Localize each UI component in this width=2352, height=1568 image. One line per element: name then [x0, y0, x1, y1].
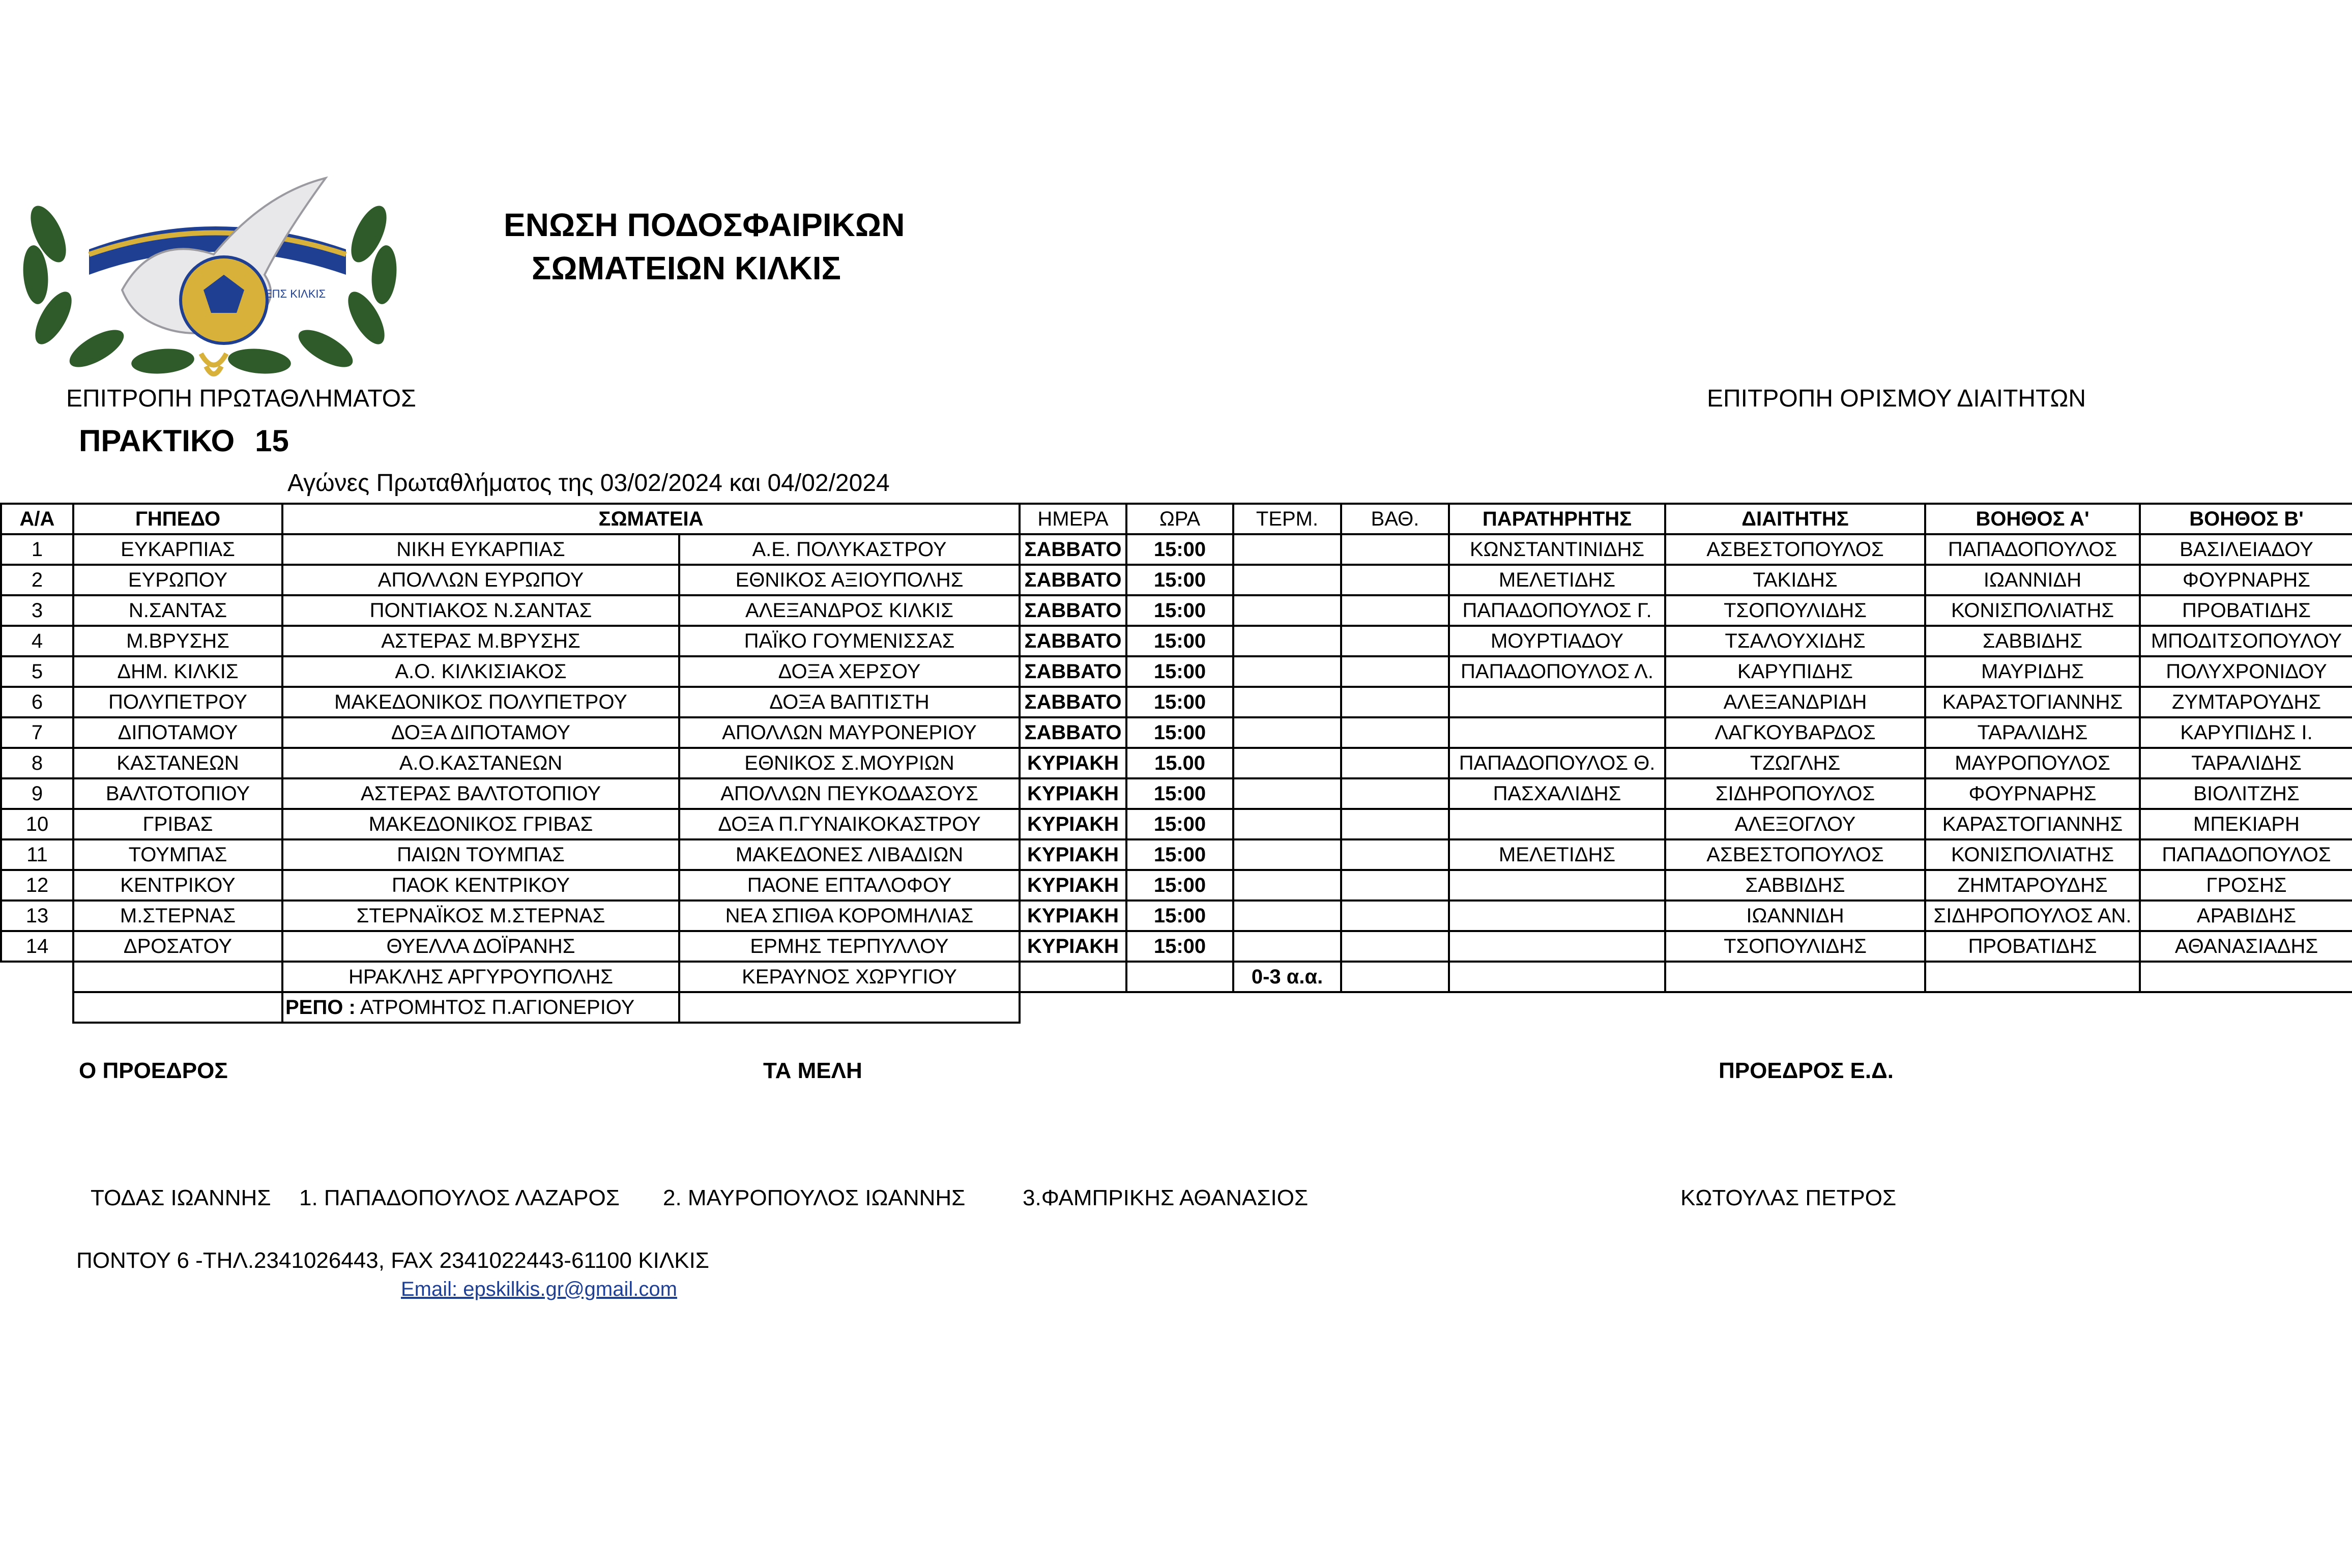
fixtures-table: [0, 503, 2352, 1024]
time-cell: 15:00: [1126, 870, 1233, 901]
away-team-cell: Α.Ε. ΠΟΛΥΚΑΣΤΡΟΥ: [679, 534, 1020, 565]
table-row: [1, 778, 2352, 809]
table-row: [1, 717, 2352, 748]
grade-cell: [1341, 565, 1449, 595]
grade-cell: [1341, 626, 1449, 656]
row-number-cell: 9: [1, 778, 73, 809]
assistant-b-cell: ΦΟΥΡΝΑΡΗΣ: [2140, 565, 2352, 595]
home-team-cell: ΠΟΝΤΙΑΚΟΣ Ν.ΣΑΝΤΑΣ: [282, 595, 679, 626]
member-2-name: 2. ΜΑΥΡΟΠΟΥΛΟΣ ΙΩΑΝΝΗΣ: [663, 1185, 966, 1210]
table-row: [1, 748, 2352, 778]
referee-cell: ΑΛΕΞΟΓΛΟΥ: [1665, 809, 1925, 839]
referee-cell: ΣΑΒΒΙΔΗΣ: [1665, 870, 1925, 901]
assistant-b-cell: ΖΥΜΤΑΡΟΥΔΗΣ: [2140, 687, 2352, 717]
stadium-cell: ΔΗΜ. ΚΙΛΚΙΣ: [73, 656, 282, 687]
day-cell: ΚΥΡΙΑΚΗ: [1020, 901, 1126, 931]
row-number-cell: 13: [1, 901, 73, 931]
away-team-cell: ΑΠΟΛΛΩΝ ΜΑΥΡΟΝΕΡΙΟΥ: [679, 717, 1020, 748]
away-team-cell: ΝΕΑ ΣΠΙΘΑ ΚΟΡΟΜΗΛΙΑΣ: [679, 901, 1020, 931]
table-row: [1, 809, 2352, 839]
result-cell: [1233, 687, 1341, 717]
stadium-cell: ΚΑΣΤΑΝΕΩΝ: [73, 748, 282, 778]
result-cell: [1233, 809, 1341, 839]
result-cell: [1233, 717, 1341, 748]
grade-cell: [1341, 748, 1449, 778]
day-cell: ΣΑΒΒΑΤΟ: [1020, 656, 1126, 687]
table-header-row: [1, 504, 2352, 534]
home-team-cell: ΠΑΟΚ ΚΕΝΤΡΙΚΟΥ: [282, 870, 679, 901]
row-number-cell: 6: [1, 687, 73, 717]
referee-cell: ΤΑΚΙΔΗΣ: [1665, 565, 1925, 595]
contact-address: ΠΟΝΤΟΥ 6 -ΤΗΛ.2341026443, FAX 2341022443-61100 ΚΙΛΚΙΣ: [76, 1248, 709, 1273]
assistant-b-cell: ΑΡΑΒΙΔΗΣ: [2140, 901, 2352, 931]
referee-cell: ΤΣΟΠΟΥΛΙΔΗΣ: [1665, 595, 1925, 626]
home-team-cell: ΠΑΙΩΝ ΤΟΥΜΠΑΣ: [282, 839, 679, 870]
stadium-cell: ΕΥΡΩΠΟΥ: [73, 565, 282, 595]
col-header-result: ΤΕΡΜ.: [1233, 504, 1341, 534]
time-cell: 15:00: [1126, 809, 1233, 839]
col-header-observer: ΠΑΡΑΤΗΡΗΤΗΣ: [1449, 504, 1665, 534]
home-team-cell: ΝΙΚΗ ΕΥΚΑΡΠΙΑΣ: [282, 534, 679, 565]
extra-away-team: ΚΕΡΑΥΝΟΣ ΧΩΡΥΓΙΟΥ: [679, 962, 1020, 992]
stadium-cell: ΤΟΥΜΠΑΣ: [73, 839, 282, 870]
time-cell: 15:00: [1126, 656, 1233, 687]
extra-home-team: ΗΡΑΚΛΗΣ ΑΡΓΥΡΟΥΠΟΛΗΣ: [282, 962, 679, 992]
referee-cell: ΑΣΒΕΣΤΟΠΟΥΛΟΣ: [1665, 534, 1925, 565]
day-cell: ΚΥΡΙΑΚΗ: [1020, 931, 1126, 962]
stadium-cell: Μ.ΣΤΕΡΝΑΣ: [73, 901, 282, 931]
referee-cell: ΤΖΩΓΛΗΣ: [1665, 748, 1925, 778]
observer-cell: ΚΩΝΣΤΑΝΤΙΝΙΔΗΣ: [1449, 534, 1665, 565]
table-row: [1, 687, 2352, 717]
referee-committee-label: ΕΠΙΤΡΟΠΗ ΟΡΙΣΜΟΥ ΔΙΑΙΤΗΤΩΝ: [1707, 385, 2086, 412]
away-team-cell: ΕΘΝΙΚΟΣ ΑΞΙΟΥΠΟΛΗΣ: [679, 565, 1020, 595]
assistant-b-cell: ΒΑΣΙΛΕΙΑΔΟΥ: [2140, 534, 2352, 565]
grade-cell: [1341, 534, 1449, 565]
result-cell: [1233, 626, 1341, 656]
assistant-b-cell: ΠΟΛΥΧΡΟΝΙΔΟΥ: [2140, 656, 2352, 687]
home-team-cell: Α.Ο. ΚΙΛΚΙΣΙΑΚΟΣ: [282, 656, 679, 687]
organization-name-line1: ΕΝΩΣΗ ΠΟΔΟΣΦΑΙΡΙΚΩΝ: [504, 207, 905, 243]
away-team-cell: ΕΡΜΗΣ ΤΕΡΠΥΛΛΟΥ: [679, 931, 1020, 962]
time-cell: 15:00: [1126, 595, 1233, 626]
grade-cell: [1341, 931, 1449, 962]
day-cell: ΚΥΡΙΑΚΗ: [1020, 839, 1126, 870]
assistant-a-cell: ΣΑΒΒΙΔΗΣ: [1925, 626, 2140, 656]
stadium-cell: ΔΙΠΟΤΑΜΟΥ: [73, 717, 282, 748]
federation-logo: [0, 173, 427, 387]
stadium-cell: ΚΕΝΤΡΙΚΟΥ: [73, 870, 282, 901]
referee-cell: ΤΣΟΠΟΥΛΙΔΗΣ: [1665, 931, 1925, 962]
assistant-a-cell: ΠΑΠΑΔΟΠΟΥΛΟΣ: [1925, 534, 2140, 565]
stadium-cell: Ν.ΣΑΝΤΑΣ: [73, 595, 282, 626]
time-cell: 15:00: [1126, 931, 1233, 962]
stadium-cell: ΔΡΟΣΑΤΟΥ: [73, 931, 282, 962]
result-cell: [1233, 565, 1341, 595]
away-team-cell: ΑΛΕΞΑΝΔΡΟΣ ΚΙΛΚΙΣ: [679, 595, 1020, 626]
away-team-cell: ΠΑΟΝΕ ΕΠΤΑΛΟΦΟΥ: [679, 870, 1020, 901]
grade-cell: [1341, 595, 1449, 626]
row-number-cell: 2: [1, 565, 73, 595]
day-cell: ΣΑΒΒΑΤΟ: [1020, 595, 1126, 626]
assistant-a-cell: ΙΩΑΝΝΙΔΗ: [1925, 565, 2140, 595]
result-cell: [1233, 595, 1341, 626]
minutes-number: 15: [255, 424, 289, 458]
result-cell: [1233, 656, 1341, 687]
extra-result: 0-3 α.α.: [1233, 962, 1341, 992]
assistant-a-cell: ΠΡΟΒΑΤΙΔΗΣ: [1925, 931, 2140, 962]
home-team-cell: ΔΟΞΑ ΔΙΠΟΤΑΜΟΥ: [282, 717, 679, 748]
observer-cell: [1449, 809, 1665, 839]
members-label: ΤΑ ΜΕΛΗ: [763, 1058, 862, 1083]
away-team-cell: ΔΟΞΑ ΧΕΡΣΟΥ: [679, 656, 1020, 687]
row-number-cell: 11: [1, 839, 73, 870]
time-cell: 15:00: [1126, 565, 1233, 595]
home-team-cell: Α.Ο.ΚΑΣΤΑΝΕΩΝ: [282, 748, 679, 778]
result-cell: [1233, 931, 1341, 962]
home-team-cell: ΣΤΕΡΝΑΪΚΟΣ Μ.ΣΤΕΡΝΑΣ: [282, 901, 679, 931]
observer-cell: [1449, 687, 1665, 717]
assistant-a-cell: ΜΑΥΡΙΔΗΣ: [1925, 656, 2140, 687]
row-number-cell: 7: [1, 717, 73, 748]
home-team-cell: ΜΑΚΕΔΟΝΙΚΟΣ ΠΟΛΥΠΕΤΡΟΥ: [282, 687, 679, 717]
member-3-name: 3.ΦΑΜΠΡΙΚΗΣ ΑΘΑΝΑΣΙΟΣ: [1023, 1185, 1309, 1210]
assistant-a-cell: ΚΑΡΑΣΤΟΓΙΑΝΝΗΣ: [1925, 809, 2140, 839]
assistant-a-cell: ΜΑΥΡΟΠΟΥΛΟΣ: [1925, 748, 2140, 778]
organization-name-line2: ΣΩΜΑΤΕΙΩΝ ΚΙΛΚΙΣ: [532, 250, 841, 286]
bye-cell: [282, 992, 679, 1023]
col-header-stadium: ΓΗΠΕΔΟ: [73, 504, 282, 534]
row-number-cell: 1: [1, 534, 73, 565]
assistant-a-cell: ΚΟΝΙΣΠΟΛΙΑΤΗΣ: [1925, 595, 2140, 626]
championship-committee-label: ΕΠΙΤΡΟΠΗ ΠΡΩΤΑΘΛΗΜΑΤΟΣ: [66, 385, 416, 412]
row-number-cell: 4: [1, 626, 73, 656]
stadium-cell: ΒΑΛΤΟΤΟΠΙΟΥ: [73, 778, 282, 809]
col-header-grade: ΒΑΘ.: [1341, 504, 1449, 534]
extra-result-row: [1, 962, 2352, 992]
referee-cell: ΛΑΓΚΟΥΒΑΡΔΟΣ: [1665, 717, 1925, 748]
minutes-title: [79, 423, 289, 458]
referee-cell: ΑΛΕΞΑΝΔΡΙΔΗ: [1665, 687, 1925, 717]
observer-cell: ΜΟΥΡΤΙΑΔΟΥ: [1449, 626, 1665, 656]
ed-president-name: ΚΩΤΟΥΛΑΣ ΠΕΤΡΟΣ: [1680, 1185, 1897, 1210]
col-header-assistant-a: ΒΟΗΘΟΣ Α': [1925, 504, 2140, 534]
home-team-cell: ΑΣΤΕΡΑΣ ΒΑΛΤΟΤΟΠΙΟΥ: [282, 778, 679, 809]
home-team-cell: ΘΥΕΛΛΑ ΔΟΪΡΑΝΗΣ: [282, 931, 679, 962]
result-cell: [1233, 839, 1341, 870]
time-cell: 15:00: [1126, 778, 1233, 809]
home-team-cell: ΑΣΤΕΡΑΣ Μ.ΒΡΥΣΗΣ: [282, 626, 679, 656]
bye-row: [1, 992, 2352, 1023]
assistant-b-cell: ΒΙΟΛΙΤΖΗΣ: [2140, 778, 2352, 809]
assistant-b-cell: ΓΡΟΣΗΣ: [2140, 870, 2352, 901]
assistant-b-cell: ΚΑΡΥΠΙΔΗΣ Ι.: [2140, 717, 2352, 748]
table-row: [1, 901, 2352, 931]
minutes-label: ΠΡΑΚΤΙΚΟ: [79, 424, 235, 458]
away-team-cell: ΠΑΪΚΟ ΓΟΥΜΕΝΙΣΣΑΣ: [679, 626, 1020, 656]
row-number-cell: 12: [1, 870, 73, 901]
stadium-cell: Μ.ΒΡΥΣΗΣ: [73, 626, 282, 656]
bye-label: ΡΕΠΟ :: [285, 996, 356, 1019]
grade-cell: [1341, 839, 1449, 870]
row-number-cell: 8: [1, 748, 73, 778]
observer-cell: ΠΑΠΑΔΟΠΟΥΛΟΣ Λ.: [1449, 656, 1665, 687]
assistant-b-cell: ΤΑΡΑΛΙΔΗΣ: [2140, 748, 2352, 778]
referee-cell: ΤΣΑΛΟΥΧΙΔΗΣ: [1665, 626, 1925, 656]
row-number-cell: 3: [1, 595, 73, 626]
observer-cell: [1449, 870, 1665, 901]
stadium-cell: ΠΟΛΥΠΕΤΡΟΥ: [73, 687, 282, 717]
away-team-cell: ΕΘΝΙΚΟΣ Σ.ΜΟΥΡΙΩΝ: [679, 748, 1020, 778]
assistant-a-cell: ΣΙΔΗΡΟΠΟΥΛΟΣ ΑΝ.: [1925, 901, 2140, 931]
observer-cell: ΠΑΠΑΔΟΠΟΥΛΟΣ Γ.: [1449, 595, 1665, 626]
col-header-clubs: ΣΩΜΑΤΕΙΑ: [282, 504, 1020, 534]
result-cell: [1233, 778, 1341, 809]
stadium-cell: ΓΡΙΒΑΣ: [73, 809, 282, 839]
away-team-cell: ΔΟΞΑ ΒΑΠΤΙΣΤΗ: [679, 687, 1020, 717]
table-row: [1, 656, 2352, 687]
assistant-b-cell: ΑΘΑΝΑΣΙΑΔΗΣ: [2140, 931, 2352, 962]
matches-subtitle: Αγώνες Πρωταθλήματος της 03/02/2024 και 04/02/2024: [287, 470, 890, 497]
col-header-aa: Α/Α: [1, 504, 73, 534]
assistant-b-cell: ΠΡΟΒΑΤΙΔΗΣ: [2140, 595, 2352, 626]
grade-cell: [1341, 687, 1449, 717]
referee-cell: ΚΑΡΥΠΙΔΗΣ: [1665, 656, 1925, 687]
day-cell: ΣΑΒΒΑΤΟ: [1020, 717, 1126, 748]
observer-cell: ΜΕΛΕΤΙΔΗΣ: [1449, 565, 1665, 595]
observer-cell: [1449, 931, 1665, 962]
assistant-a-cell: ΦΟΥΡΝΑΡΗΣ: [1925, 778, 2140, 809]
assistant-a-cell: ΖΗΜΤΑΡΟΥΔΗΣ: [1925, 870, 2140, 901]
grade-cell: [1341, 717, 1449, 748]
row-number-cell: 10: [1, 809, 73, 839]
president-name: ΤΟΔΑΣ ΙΩΑΝΝΗΣ: [91, 1185, 271, 1210]
day-cell: ΚΥΡΙΑΚΗ: [1020, 809, 1126, 839]
member-1-name: 1. ΠΑΠΑΔΟΠΟΥΛΟΣ ΛΑΖΑΡΟΣ: [299, 1185, 620, 1210]
table-row: [1, 626, 2352, 656]
col-header-day: ΗΜΕΡΑ: [1020, 504, 1126, 534]
day-cell: ΣΑΒΒΑΤΟ: [1020, 534, 1126, 565]
grade-cell: [1341, 870, 1449, 901]
observer-cell: ΜΕΛΕΤΙΔΗΣ: [1449, 839, 1665, 870]
grade-cell: [1341, 901, 1449, 931]
observer-cell: [1449, 901, 1665, 931]
day-cell: ΣΑΒΒΑΤΟ: [1020, 687, 1126, 717]
day-cell: ΣΑΒΒΑΤΟ: [1020, 626, 1126, 656]
col-header-referee: ΔΙΑΙΤΗΤΗΣ: [1665, 504, 1925, 534]
observer-cell: ΠΑΠΑΔΟΠΟΥΛΟΣ Θ.: [1449, 748, 1665, 778]
table-row: [1, 534, 2352, 565]
grade-cell: [1341, 656, 1449, 687]
result-cell: [1233, 901, 1341, 931]
time-cell: 15:00: [1126, 626, 1233, 656]
president-label: Ο ΠΡΟΕΔΡΟΣ: [79, 1058, 228, 1083]
assistant-b-cell: ΠΑΠΑΔΟΠΟΥΛΟΣ: [2140, 839, 2352, 870]
observer-cell: ΠΑΣΧΑΛΙΔΗΣ: [1449, 778, 1665, 809]
away-team-cell: ΑΠΟΛΛΩΝ ΠΕΥΚΟΔΑΣΟΥΣ: [679, 778, 1020, 809]
observer-cell: [1449, 717, 1665, 748]
row-number-cell: 5: [1, 656, 73, 687]
assistant-a-cell: ΤΑΡΑΛΙΔΗΣ: [1925, 717, 2140, 748]
table-row: [1, 565, 2352, 595]
time-cell: 15:00: [1126, 534, 1233, 565]
referee-cell: ΙΩΑΝΝΙΔΗ: [1665, 901, 1925, 931]
svg-text:ΕΠΣ ΚΙΛΚΙΣ: ΕΠΣ ΚΙΛΚΙΣ: [265, 287, 326, 300]
referee-cell: ΣΙΔΗΡΟΠΟΥΛΟΣ: [1665, 778, 1925, 809]
assistant-a-cell: ΚΟΝΙΣΠΟΛΙΑΤΗΣ: [1925, 839, 2140, 870]
row-number-cell: 14: [1, 931, 73, 962]
table-row: [1, 839, 2352, 870]
col-header-assistant-b: ΒΟΗΘΟΣ Β': [2140, 504, 2352, 534]
day-cell: ΚΥΡΙΑΚΗ: [1020, 778, 1126, 809]
stadium-cell: ΕΥΚΑΡΠΙΑΣ: [73, 534, 282, 565]
time-cell: 15.00: [1126, 748, 1233, 778]
assistant-b-cell: ΜΠΕΚΙΑΡΗ: [2140, 809, 2352, 839]
time-cell: 15:00: [1126, 687, 1233, 717]
day-cell: ΚΥΡΙΑΚΗ: [1020, 870, 1126, 901]
home-team-cell: ΜΑΚΕΔΟΝΙΚΟΣ ΓΡΙΒΑΣ: [282, 809, 679, 839]
result-cell: [1233, 534, 1341, 565]
assistant-a-cell: ΚΑΡΑΣΤΟΓΙΑΝΝΗΣ: [1925, 687, 2140, 717]
grade-cell: [1341, 809, 1449, 839]
away-team-cell: ΔΟΞΑ Π.ΓΥΝΑΙΚΟΚΑΣΤΡΟΥ: [679, 809, 1020, 839]
time-cell: 15:00: [1126, 839, 1233, 870]
assistant-b-cell: ΜΠΟΔΙΤΣΟΠΟΥΛΟΥ: [2140, 626, 2352, 656]
result-cell: [1233, 748, 1341, 778]
col-header-time: ΩΡΑ: [1126, 504, 1233, 534]
home-team-cell: ΑΠΟΛΛΩΝ ΕΥΡΩΠΟΥ: [282, 565, 679, 595]
table-row: [1, 595, 2352, 626]
result-cell: [1233, 870, 1341, 901]
ed-president-label: ΠΡΟΕΔΡΟΣ Ε.Δ.: [1719, 1058, 1894, 1083]
grade-cell: [1341, 778, 1449, 809]
time-cell: 15:00: [1126, 717, 1233, 748]
table-row: [1, 870, 2352, 901]
referee-cell: ΑΣΒΕΣΤΟΠΟΥΛΟΣ: [1665, 839, 1925, 870]
table-row: [1, 931, 2352, 962]
time-cell: 15:00: [1126, 901, 1233, 931]
away-team-cell: ΜΑΚΕΔΟΝΕΣ ΛΙΒΑΔΙΩΝ: [679, 839, 1020, 870]
day-cell: ΣΑΒΒΑΤΟ: [1020, 565, 1126, 595]
day-cell: ΚΥΡΙΑΚΗ: [1020, 748, 1126, 778]
email-link[interactable]: Email: epskilkis.gr@gmail.com: [401, 1278, 677, 1300]
bye-team: ΑΤΡΟΜΗΤΟΣ Π.ΑΓΙΟΝΕΡΙΟΥ: [360, 996, 635, 1019]
